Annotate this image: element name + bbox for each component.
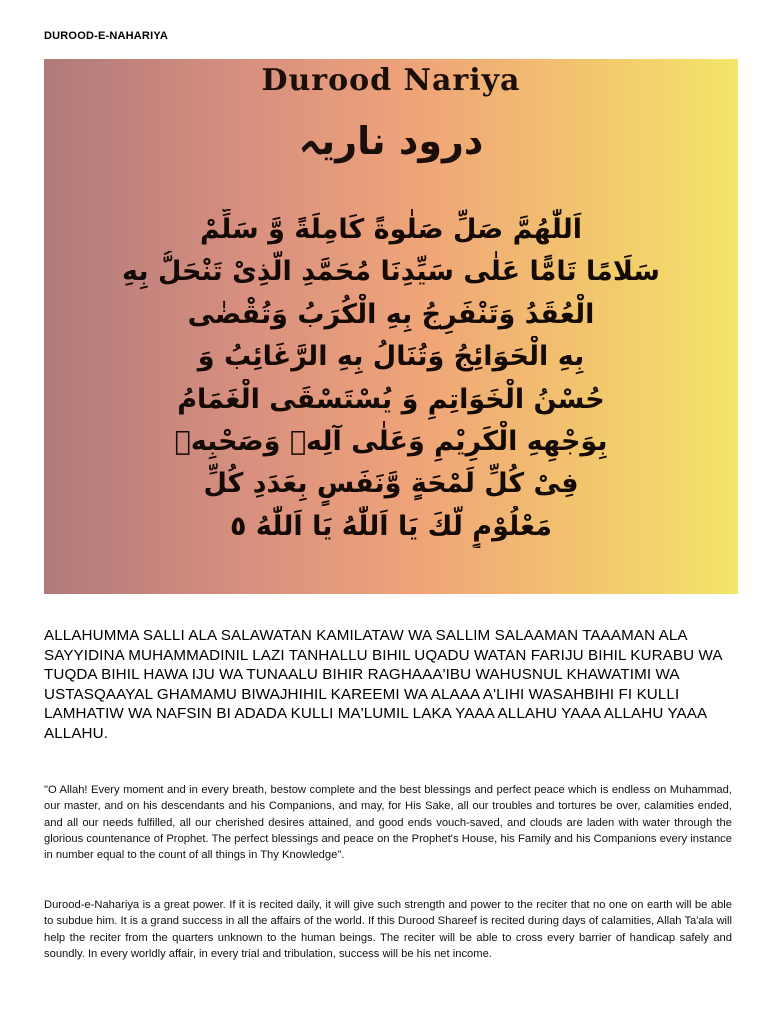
document-title: DUROOD-E-NAHARIYA [44,30,168,42]
arabic-line: بِهِ الْحَوَائِجُ وَتُنَالُ بِهِ الرَّغَائِبُ وَ [197,341,585,373]
image-heading: Durood Nariya [261,63,521,98]
durood-image [44,59,738,594]
arabic-text-block [52,209,730,548]
image-subheading-urdu: درود ناریہ [298,119,484,163]
arabic-line: سَلَامًا تَامًّا عَلٰى سَيِّدِنَا مُحَمَّدِ الَّذِىْ تَنْحَلُّ بِهِ [122,256,660,288]
arabic-line: حُسْنُ الْخَوَاتِمِ وَ يُسْتَسْقَى الْغَمَامُ [177,383,605,415]
arabic-line: مَعْلُوْمٍ لَّكَ يَا اَللّٰهُ يَا اَللّٰهُ ٥ [230,510,552,542]
arabic-line: اَللّٰهُمَّ صَلِّ صَلٰوةً كَامِلَةً وَّ سَلِّمْ [199,214,583,245]
transliteration-text: ALLAHUMMA SALLI ALA SALAWATAN KAMILATAW WA SALLIM SALAAMAN TAAAMAN ALA SAYYIDINA MUHAMMADINIL LAZI TANHALLU BIHIL UQADU WATAN FARIJU BIHIL KURABU WA TUQDA BIHIL HAWA IJU WA TUNAALU BIHIR RAGHAAA'IBU WAHUSNUL KHAWATIMI WA USTASQAAYAL GHAMAMU BIWAJHIHIL KAREEMI WA ALAAA A'LIHI WASAHBIHI FI KULLI LAMHATIW WA NAFSIN BI ADADA KULLI MA'LUMIL LAKA YAAA ALLAHU YAAA ALLAHU YAAA ALLAHU. [44,627,722,742]
arabic-line: فِىْ كُلِّ لَمْحَةٍ وَّنَفَسٍ بِعَدَدِ كُلِّ [203,468,579,500]
description-paragraph: Durood-e-Nahariya is a great power. If it is recited daily, it will give such strength and power to the reciter that no one on earth will be able to subdue him. It is a grand success in all the affairs of the world. If this Durood Shareef is recited during days of calamities, Allah Ta'ala will help the reciter from the quarters unknown to the human beings. The reciter will be able to cross every barrier of handicap safely and soundly. In every worldly affair, in every trial and tribulation, success will be his net income. [44,899,732,960]
arabic-line: بِوَجْهِهِ الْكَرِيْمِ وَعَلٰى آلِهٖ وَصَحْبِهٖ [174,426,608,458]
arabic-line: الْعُقَدُ وَتَنْفَرِجُ بِهِ الْكُرَبُ وَتُقْضٰى [187,298,595,330]
translation-paragraph: "O Allah! Every moment and in every breath, bestow complete and the best blessings and perfect peace which is endless on Muhammad, our master, and on his descendants and his Companions, and may, for His Sake, all our troubles and tortures be over, calamities ended, and all our needs fulfilled, all our cherished desires attained, and good ends vouch-saved, and clouds are laden with water through the glorious countenance of Prophet. The perfect blessings and peace on the Prophet's House, his Family and his Companions every instance in number equal to the count of all things in Thy Knowledge". [44,784,732,862]
